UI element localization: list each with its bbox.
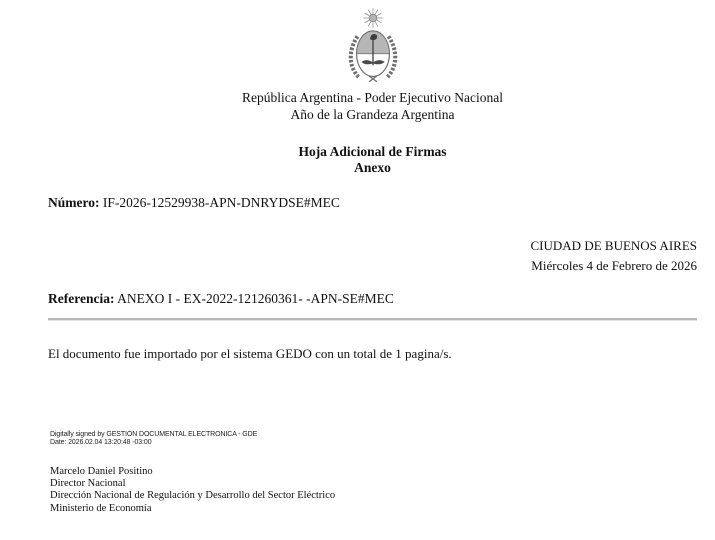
signer-name: Marcelo Daniel Positino [50,466,153,477]
numero-label: Número: [48,195,100,210]
digital-signature-line1: Digitally signed by GESTION DOCUMENTAL ELECTRONICA - GDE [50,431,258,438]
referencia-row [48,291,394,307]
signer-title: Director Nacional [50,478,126,490]
argentina-coat-of-arms-icon [344,6,402,86]
document-title: Hoja Adicional de Firmas [298,144,447,159]
body-paragraph: El documento fue importado por el sistema GEDO con un total de 1 pagina/s. [48,346,452,361]
separator-rule [48,318,697,321]
signer-ministry: Ministerio de Economía [50,502,152,514]
signer-office: Dirección Nacional de Regulación y Desarrollo del Sector Eléctrico [50,490,336,502]
signer-block [50,466,335,515]
numero-row [48,195,340,211]
document-title-block [48,144,697,176]
header-lines [48,89,697,123]
emblem-container [48,6,697,91]
header-line-republic: República Argentina - Poder Ejecutivo Nacional [241,90,504,105]
date-line: Miércoles 4 de Febrero de 2026 [531,258,697,273]
referencia-value: ANEXO I - EX-2022-121260361- -APN-SE#MEC [117,291,394,306]
document-body [48,0,697,540]
numero-value: IF-2026-12529938-APN-DNRYDSE#MEC [102,195,340,210]
header-line-year: Año de la Grandeza Argentina [290,107,455,122]
document-subtitle: Anexo [354,160,391,175]
digital-signature-line2: Date: 2026.02.04 13:20:48 -03:00 [50,439,152,446]
referencia-label: Referencia: [48,291,115,306]
digital-signature-stamp [50,431,257,447]
city-line: CIUDAD DE BUENOS AIRES [530,238,697,253]
place-date-block [48,236,697,276]
